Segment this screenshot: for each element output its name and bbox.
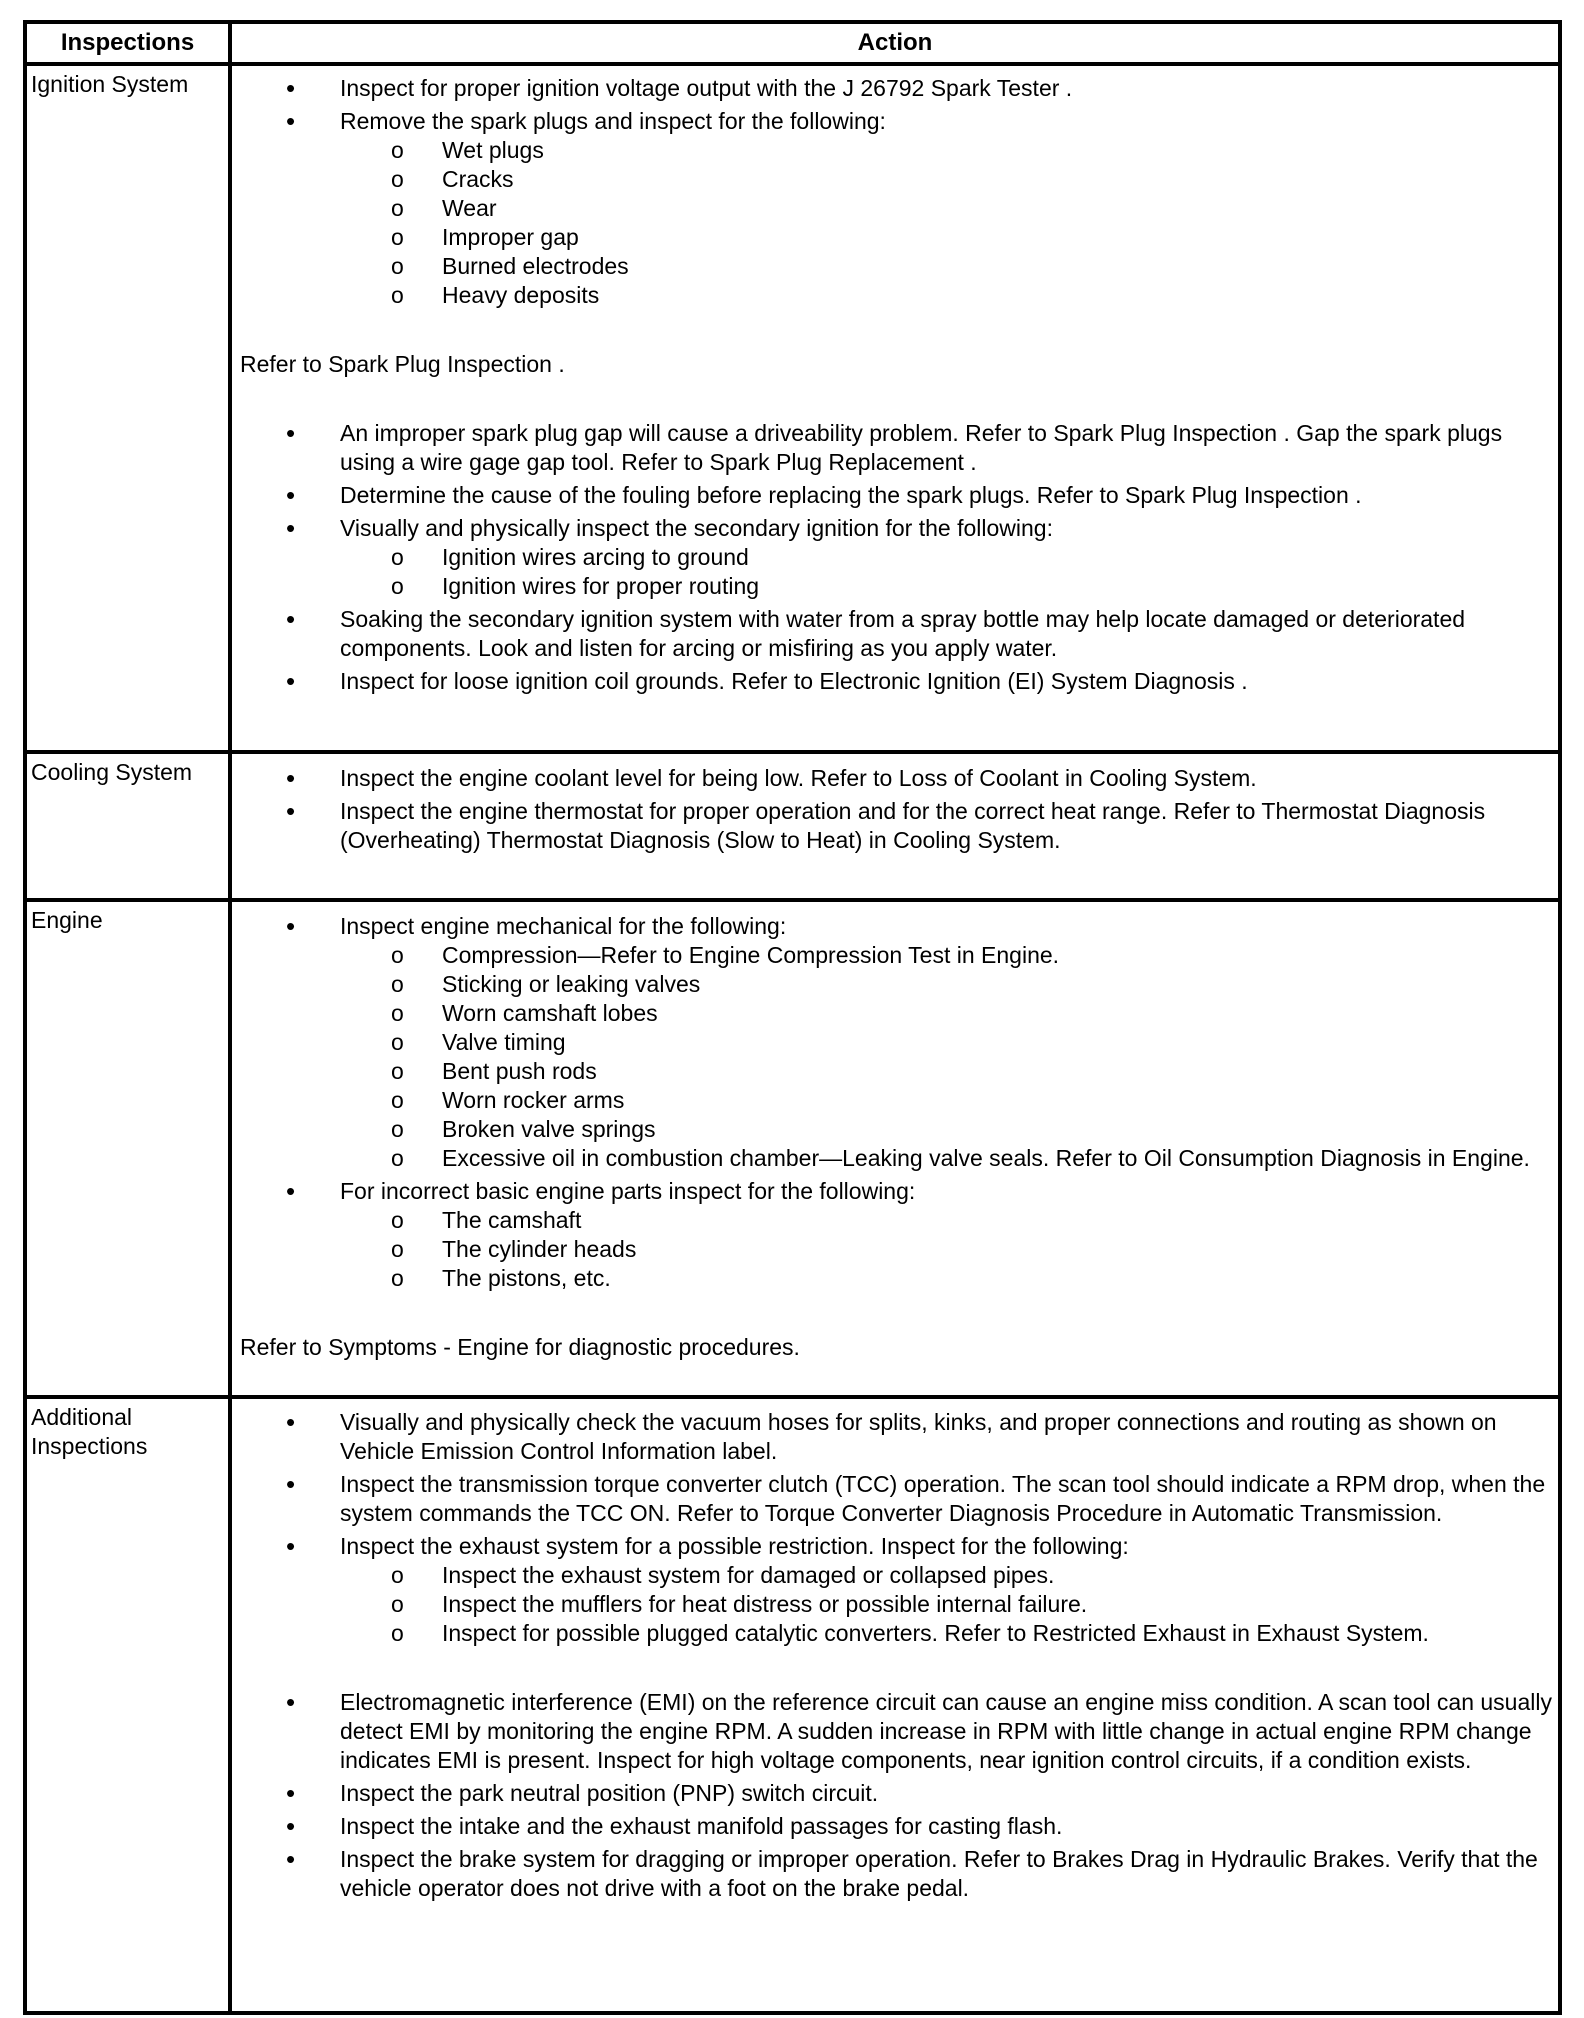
sub-item: o Improper gap: [232, 223, 1558, 252]
sub-item: o Worn camshaft lobes: [232, 999, 1558, 1028]
bullet-item: • An improper spark plug gap will cause a driveability problem. Refer to Spark Plug Inspection . Gap the spark plugs using a wire gage gap tool. Refer to Spark Plug Replacement .: [232, 419, 1558, 477]
bullet-item: • Inspect the engine coolant level for being low. Refer to Loss of Coolant in Cooling System.: [232, 764, 1558, 793]
sub-item: o Inspect the mufflers for heat distress or possible internal failure.: [232, 1590, 1558, 1619]
sub-item: o Sticking or leaking valves: [232, 970, 1558, 999]
sub-item: o Broken valve springs: [232, 1115, 1558, 1144]
bullet-item: • Soaking the secondary ignition system with water from a spray bottle may help locate damaged or deteriorated components. Look and listen for arcing or misfiring as you apply water.: [232, 605, 1558, 663]
bullet-item: • Inspect for proper ignition voltage output with the J 26792 Spark Tester .: [232, 74, 1558, 103]
bullet-item: • For incorrect basic engine parts inspect for the following:: [232, 1177, 1558, 1206]
bullet-item: • Visually and physically check the vacuum hoses for splits, kinks, and proper connections and routing as shown on Vehicle Emission Control Information label.: [232, 1408, 1558, 1466]
sub-item: o Inspect for possible plugged catalytic converters. Refer to Restricted Exhaust in Exhaust System.: [232, 1619, 1558, 1648]
sub-item: o Ignition wires for proper routing: [232, 572, 1558, 601]
category-additional-inspections: Additional Inspections: [31, 1404, 148, 1459]
ignition-actions: [232, 74, 1558, 696]
sub-item: o Heavy deposits: [232, 281, 1558, 310]
sub-item: o Bent push rods: [232, 1057, 1558, 1086]
category-cooling-system: Cooling System: [31, 759, 193, 785]
sub-item: o Wet plugs: [232, 136, 1558, 165]
bullet-item: • Inspect the park neutral position (PNP) switch circuit.: [232, 1779, 1558, 1808]
sub-item: o Compression—Refer to Engine Compression Test in Engine.: [232, 941, 1558, 970]
sub-item: o Burned electrodes: [232, 252, 1558, 281]
category-engine: Engine: [31, 907, 103, 933]
sub-item: o The pistons, etc.: [232, 1264, 1558, 1293]
sub-item: o Excessive oil in combustion chamber—Leaking valve seals. Refer to Oil Consumption Diagnosis in Engine.: [232, 1144, 1558, 1173]
refer-note: Refer to Spark Plug Inspection .: [240, 351, 565, 377]
additional-actions: [232, 1408, 1558, 1903]
bullet-item: • Inspect the brake system for dragging or improper operation. Refer to Brakes Drag in Hydraulic Brakes. Verify that the vehicle operator does not drive with a foot on the brake pedal.: [232, 1845, 1558, 1903]
cooling-actions: [232, 764, 1558, 855]
bullet-item: • Inspect the engine thermostat for proper operation and for the correct heat range. Refer to Thermostat Diagnosis (Overheating) Thermostat Diagnosis (Slow to Heat) in Cooling System.: [232, 797, 1558, 855]
category-ignition-system: Ignition System: [31, 71, 189, 97]
sub-item: o Ignition wires arcing to ground: [232, 543, 1558, 572]
bullet-item: • Inspect for loose ignition coil grounds. Refer to Electronic Ignition (EI) System Diagnosis .: [232, 667, 1558, 696]
bullet-item: • Determine the cause of the fouling before replacing the spark plugs. Refer to Spark Plug Inspection .: [232, 481, 1558, 510]
row-divider: [27, 898, 1558, 902]
header-inspections: Inspections: [60, 29, 195, 56]
bullet-item: • Inspect the transmission torque converter clutch (TCC) operation. The scan tool should indicate a RPM drop, when the system commands the TCC ON. Refer to Torque Converter Diagnosis Procedure in Automatic Transmission.: [232, 1470, 1558, 1528]
sub-item: o The camshaft: [232, 1206, 1558, 1235]
header-divider: [27, 62, 1558, 66]
sub-item: o Worn rocker arms: [232, 1086, 1558, 1115]
bullet-item: • Inspect the intake and the exhaust manifold passages for casting flash.: [232, 1812, 1558, 1841]
sub-item: o The cylinder heads: [232, 1235, 1558, 1264]
engine-actions: [232, 912, 1558, 1362]
bullet-item: • Inspect engine mechanical for the following:: [232, 912, 1558, 941]
sub-item: o Valve timing: [232, 1028, 1558, 1057]
inspection-table: [23, 20, 1562, 2015]
row-divider: [27, 1395, 1558, 1399]
refer-note: Refer to Symptoms - Engine for diagnostic procedures.: [240, 1334, 800, 1360]
sub-item: o Inspect the exhaust system for damaged or collapsed pipes.: [232, 1561, 1558, 1590]
sub-item: o Cracks: [232, 165, 1558, 194]
bullet-item: • Remove the spark plugs and inspect for the following:: [232, 107, 1558, 136]
row-divider: [27, 750, 1558, 754]
bullet-item: • Visually and physically inspect the secondary ignition for the following:: [232, 514, 1558, 543]
header-action: Action: [857, 29, 933, 56]
sub-item: o Wear: [232, 194, 1558, 223]
bullet-item: • Electromagnetic interference (EMI) on the reference circuit can cause an engine miss condition. A scan tool can usually detect EMI by monitoring the engine RPM. A sudden increase in RPM with little change in actual engine RPM change indicates EMI is present. Inspect for high voltage components, near ignition control circuits, if a condition exists.: [232, 1688, 1558, 1775]
bullet-item: • Inspect the exhaust system for a possible restriction. Inspect for the following:: [232, 1532, 1558, 1561]
